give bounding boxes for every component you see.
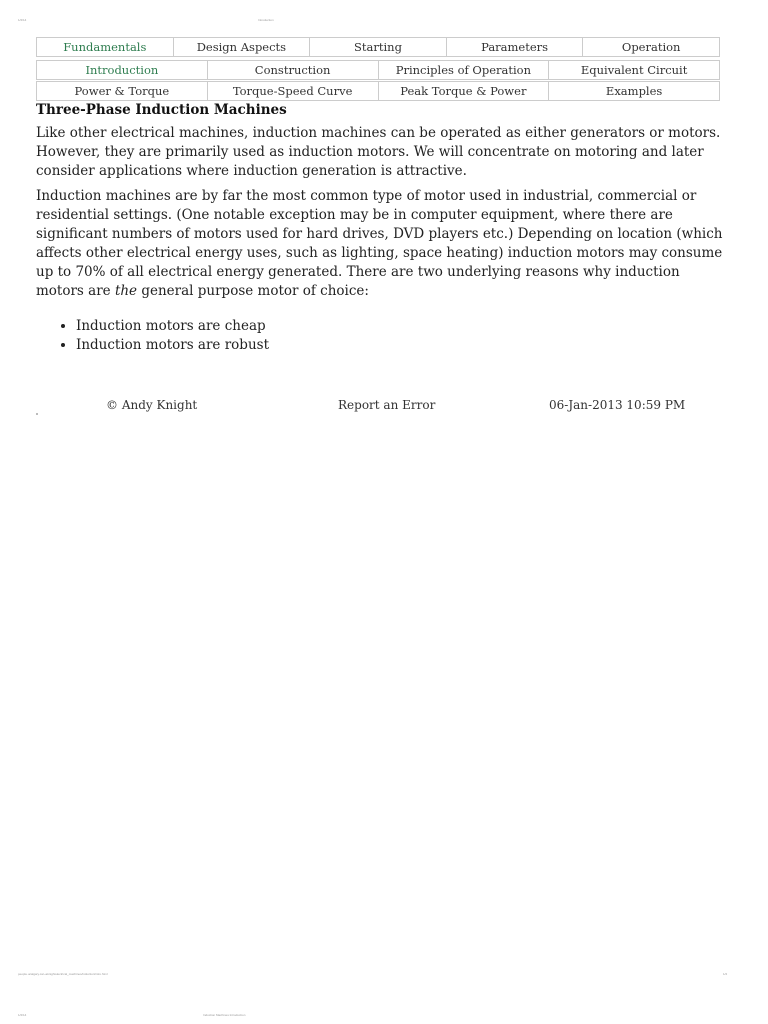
nav-tab-label: Design Aspects [196, 40, 287, 54]
nav-tab-label: Parameters [481, 40, 549, 54]
nav-link-label: Power & Torque [74, 84, 170, 98]
copyright: © Andy Knight [106, 398, 198, 412]
main-content [36, 102, 726, 355]
nav-tab-label: Starting [354, 40, 402, 54]
nav-link-examples[interactable] [549, 82, 720, 101]
nav-link-label: Peak Torque & Power [400, 84, 527, 98]
nav-tab-fundamentals[interactable] [37, 38, 174, 57]
nav-link-label: Torque-Speed Curve [232, 84, 353, 98]
nav-link-construction[interactable] [207, 61, 378, 80]
nav-link-label: Principles of Operation [395, 63, 531, 77]
nav-tab-parameters[interactable] [446, 38, 583, 57]
usage-paragraph [36, 187, 726, 301]
nav-link-label: Construction [254, 63, 331, 77]
nav-sub-row-2 [36, 81, 720, 101]
stray-mark [36, 413, 38, 415]
print-bottom-date: 1/2/14 [18, 1013, 27, 1017]
nav-tab-label: Operation [621, 40, 681, 54]
emphasis-the: the [114, 283, 138, 299]
nav-tab-starting[interactable] [310, 38, 447, 57]
intro-paragraph: Like other electrical machines, induction machines can be operated as either generators or motors. However, they are primarily used as induction motors. We will concentrate on motoring and later consider applications where induction generation is attractive. [36, 125, 721, 179]
print-header-date: 1/2/14 [18, 18, 27, 22]
last-modified-date: 06-Jan-2013 10:59 PM [549, 398, 686, 412]
print-bottom-title: Induction Machines Introduction [203, 1013, 246, 1017]
print-footer-url: people.ucalgary.ca/~aknigh/electrical_machines/induction/intro.html [18, 972, 108, 976]
nav-tab-design-aspects[interactable] [173, 38, 310, 57]
reasons-list [36, 317, 726, 355]
report-error-link[interactable]: Report an Error [338, 398, 436, 412]
usage-paragraph-text: Induction machines are by far the most common type of motor used in industrial, commercial or residential settings. (One notable exception may be in computer equipment, where there are significant numbers of motors used for hard drives, DVD players etc.) Depending on location (which affects other electrical energy uses, such as lighting, space heating) induction motors may consume up to 70% of all electrical energy generated. There are two underlying reasons why induction motors are [36, 188, 723, 299]
nav-sub-row-1 [36, 60, 720, 80]
nav-link-label: Equivalent Circuit [580, 63, 688, 77]
list-item: • Induction motors are robust [76, 336, 726, 355]
list-item: • Induction motors are cheap [76, 317, 726, 336]
page-title: Three-Phase Induction Machines [36, 102, 287, 118]
nav-link-label: Examples [605, 84, 663, 98]
nav-link-introduction[interactable] [37, 61, 208, 80]
nav-tab-operation[interactable] [583, 38, 720, 57]
page-footer [36, 398, 726, 416]
print-footer-page: 1/2 [723, 972, 728, 976]
nav-tab-label: Fundamentals [63, 40, 147, 54]
nav-link-principles-of-operation[interactable] [378, 61, 549, 80]
nav-link-label: Introduction [85, 63, 159, 77]
print-header-title: Introduction [258, 18, 274, 22]
nav-link-equivalent-circuit[interactable] [549, 61, 720, 80]
nav-top-row [36, 37, 720, 57]
nav-link-peak-torque-power[interactable] [378, 82, 549, 101]
nav-link-torque-speed-curve[interactable] [207, 82, 378, 101]
usage-paragraph-end: general purpose motor of choice: [137, 283, 369, 299]
nav-link-power-torque[interactable] [37, 82, 208, 101]
